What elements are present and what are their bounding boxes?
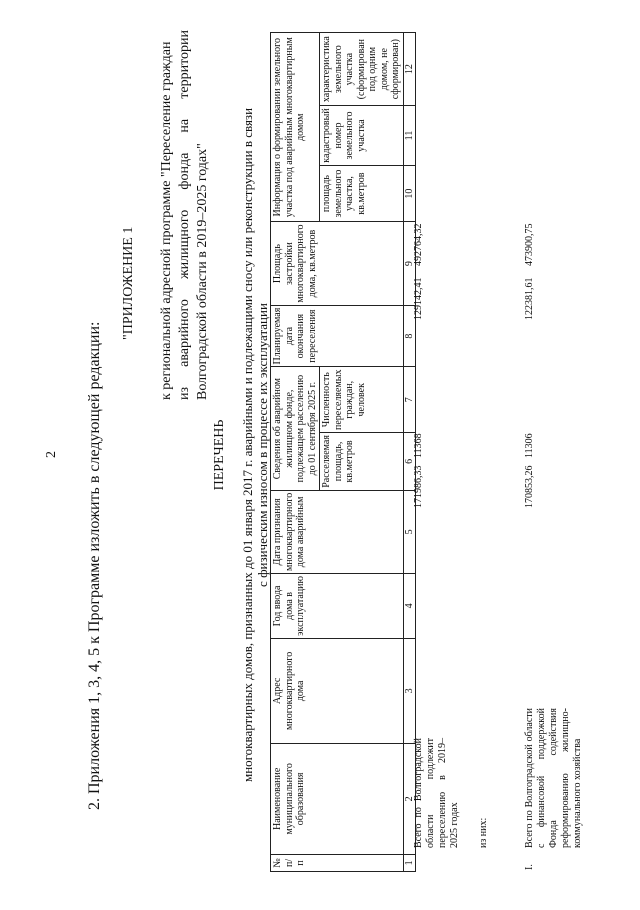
intro-text: 2. Приложения 1, 3, 4, 5 к Программе изложить в следующей редакции: bbox=[86, 321, 103, 810]
col-index: 9 bbox=[403, 222, 416, 305]
row1-label: Всего по Волгоградской области с финансовой поддержкой Фонда содействия реформированию жилищно-коммунального хозяйства bbox=[524, 708, 583, 848]
subtitle-line-2: с физическим износом в процессе их эксплуатации bbox=[255, 303, 270, 587]
row1-land-area: 473900,75 bbox=[524, 223, 535, 266]
total-land-area: 492764,32 bbox=[413, 223, 424, 266]
header-year: Год ввода дома в эксплуатацию bbox=[271, 574, 404, 639]
header-row-1 bbox=[271, 33, 320, 872]
col-index: 5 bbox=[403, 490, 416, 573]
col-index: 2 bbox=[403, 743, 416, 854]
row1-built-area: 122381,61 bbox=[524, 277, 535, 320]
appendix-line-3: Волгоградской области в 2019–2025 годах" bbox=[195, 143, 210, 400]
total-built-area: 129142,41 bbox=[413, 277, 424, 320]
header-land-char: характеристика земельного участка (сформирован под одним домом, не сформирован) bbox=[320, 33, 404, 106]
col-index: 12 bbox=[403, 33, 416, 106]
header-land-group: Информация о формировании земельного участка под аварийным многоквартирным домом bbox=[271, 33, 320, 222]
header-planned-date: Планируемая дата окончания переселения bbox=[271, 305, 404, 367]
header-emergency-group: Сведения об аварийном жилищном фонде, подлежащем расселению до 01 сентября 2025 г. bbox=[271, 367, 320, 490]
appendix-label: "ПРИЛОЖЕНИЕ 1 bbox=[121, 226, 136, 340]
col-index: 10 bbox=[403, 165, 416, 222]
header-no: № п/п bbox=[271, 854, 404, 871]
including-label: из них: bbox=[478, 817, 489, 848]
appendix-line-1: к региональной адресной программе "Переселение граждан bbox=[159, 41, 174, 400]
col-index: 6 bbox=[403, 433, 416, 491]
header-address: Адрес многоквартирного дома bbox=[271, 638, 404, 743]
col-index: 7 bbox=[403, 367, 416, 433]
header-residents: Численность переселяемых граждан, человек bbox=[320, 367, 404, 433]
header-municipality: Наименование муниципального образования bbox=[271, 743, 404, 854]
header-built-area: Площадь застройки многоквартирного дома, кв.метров bbox=[271, 222, 404, 305]
total-area: 171986,33 bbox=[413, 465, 424, 508]
row1-number: I. bbox=[524, 864, 535, 870]
header-date-emergency: Дата признания многоквартирного дома аварийным bbox=[271, 490, 404, 573]
col-index: 3 bbox=[403, 638, 416, 743]
header-area-resettle: Расселяемая площадь, кв.метров bbox=[320, 433, 404, 491]
row1-area: 170853,26 bbox=[524, 465, 535, 508]
header-cadastral: кадастровый номер земельного участка bbox=[320, 106, 404, 165]
total-residents: 11368 bbox=[413, 433, 424, 458]
col-index: 1 bbox=[403, 854, 416, 871]
appendix-line-2: из аварийного жилищного фонда на территории bbox=[177, 30, 192, 400]
col-index: 8 bbox=[403, 305, 416, 367]
houses-table bbox=[270, 32, 416, 872]
row1-residents: 11306 bbox=[524, 433, 535, 458]
page-number: 2 bbox=[44, 451, 59, 458]
header-land-area: площадь земельного участка, кв.метров bbox=[320, 165, 404, 222]
col-index: 11 bbox=[403, 106, 416, 165]
col-index: 4 bbox=[403, 574, 416, 639]
subtitle-line-1: многоквартирных домов, признанных до 01 января 2017 г. аварийными и подлежащими сносу или реконструкции в связи bbox=[240, 107, 255, 783]
document-title: ПЕРЕЧЕНЬ bbox=[212, 419, 227, 491]
total-row-label: Всего по Волгоградской области подлежит переселению в 2019–2025 годах bbox=[413, 738, 460, 848]
